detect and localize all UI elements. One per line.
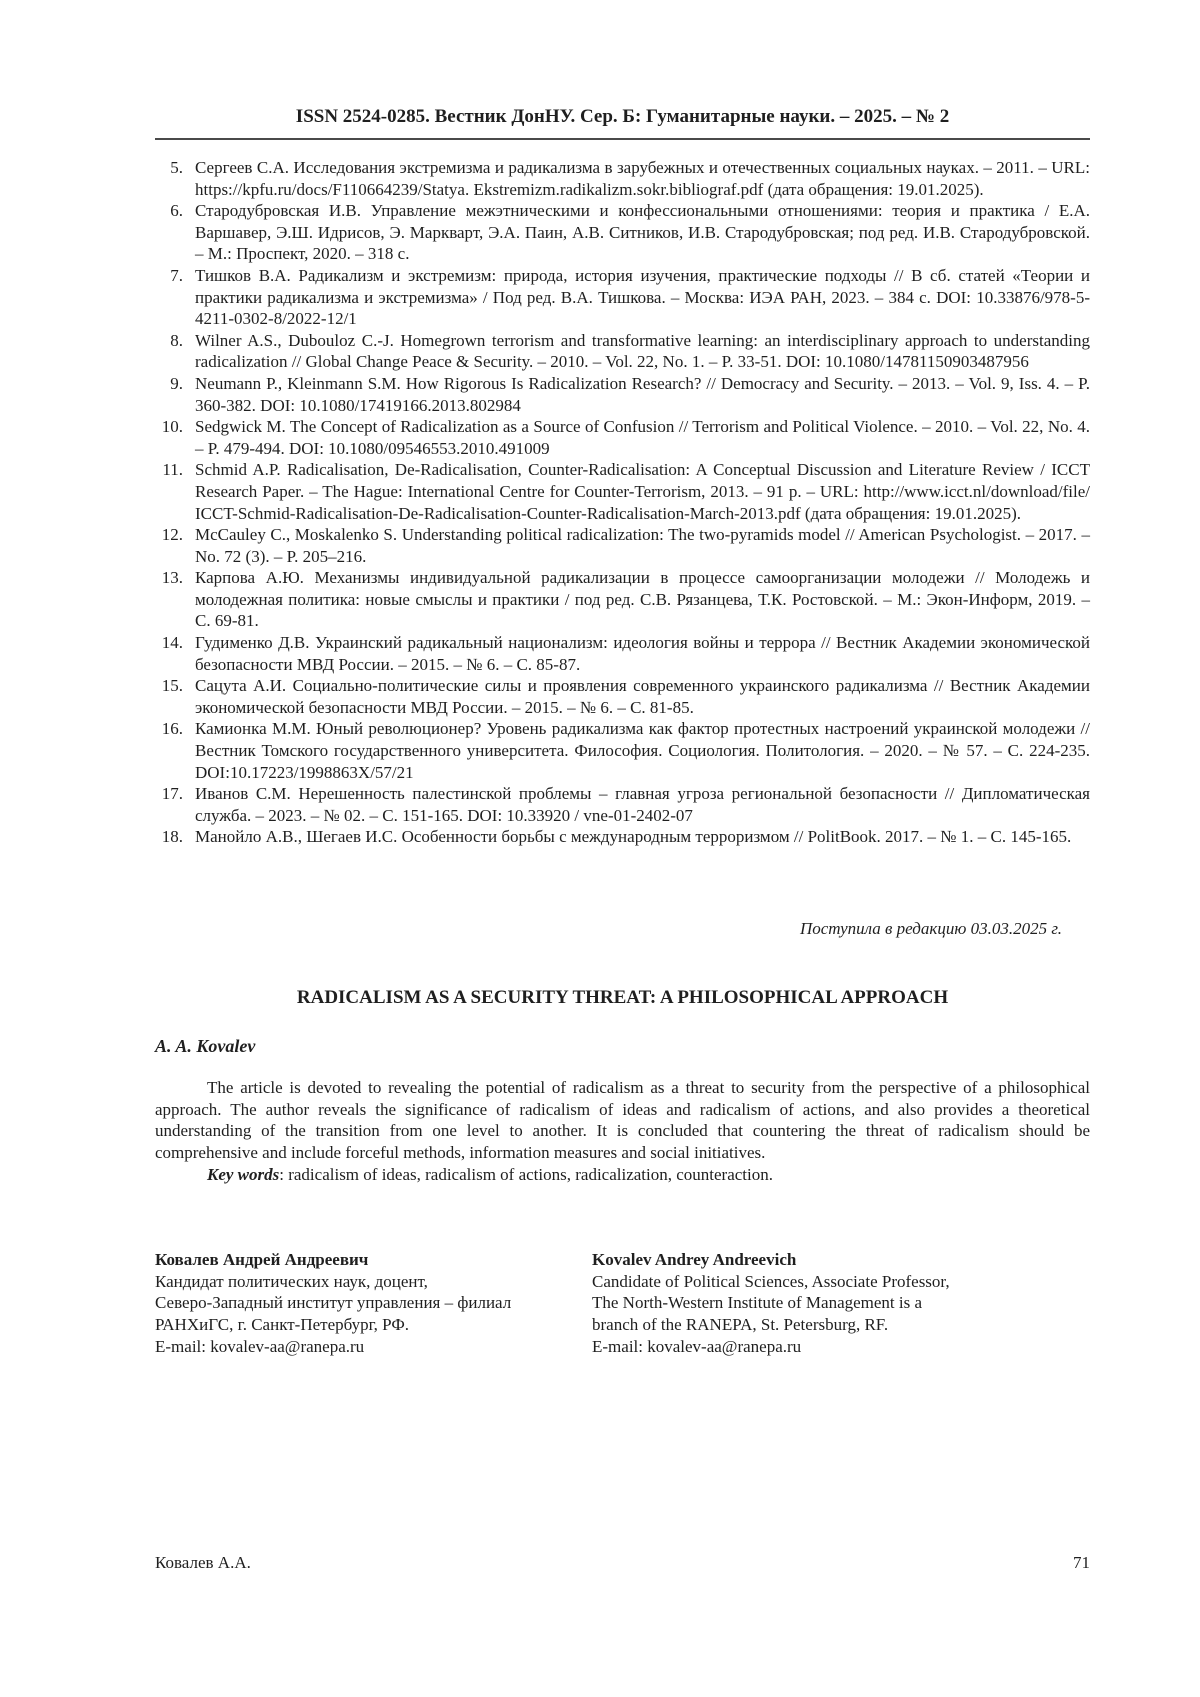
reference-text: Иванов С.М. Нерешенность палестинской проблемы – главная угроза региональной безопасности // Дипломатическая служба. – 2023. – № 02. – С. 151-165. DOI: 10.33920 / vne-01-2402-07 [195,784,1090,825]
reference-number: 9. [170,373,183,393]
reference-text: Сергеев С.А. Исследования экстремизма и радикализма в зарубежных и отечественных социальных науках. – 2011. – URL: https://kpfu.ru/docs/F110664239/Statya. Ekstremizm.radikalizm.sokr.bibliograf.pdf (дата обращения: 19.01.2025). [195,158,1090,199]
author-name-ru: Ковалев Андрей Андреевич [155,1250,369,1270]
article-keywords [155,1164,1090,1186]
reference-text: Манойло А.В., Шегаев И.С. Особенности борьбы с международным терроризмом // PolitBook. 2017. – № 1. – С. 145-165. [195,827,1072,847]
reference-number: 7. [170,265,183,285]
reference-text: Стародубровская И.В. Управление межэтническими и конфессиональными отношениями: теория и практика / Е.А. Варшавер, Э.Ш. Идрисов, Э. Маркварт, Э.А. Паин, А.В. Ситников, И.В. Стародубровская; под ред. И.В. Стародубровской. – М.: Проспект, 2020. – 318 с. [195,201,1090,264]
reference-number: 5. [170,158,183,177]
page-number: 71 [1073,1553,1090,1572]
reference-item [155,524,1090,567]
reference-number: 8. [170,330,183,350]
article-author-en: A. A. Kovalev [155,1035,256,1056]
keywords-label: Key words [207,1164,280,1184]
author-degree-en: Candidate of Political Sciences, Associate Professor, [592,1271,950,1291]
reference-item [155,200,1090,265]
reference-number: 17. [161,784,183,804]
reference-item [155,330,1090,373]
reference-text: Neumann P., Kleinmann S.M. How Rigorous Is Radicalization Research? // Democracy and Security. – 2013. – Vol. 9, Iss. 4. – P. 360-382. DOI: 10.1080/17419166.2013.802984 [195,373,1090,415]
reference-item [155,567,1090,632]
reference-number: 14. [161,633,183,653]
reference-number: 12. [161,525,183,545]
reference-item [155,718,1090,783]
reference-text: Schmid A.P. Radicalisation, De-Radicalisation, Counter-Radicalisation: A Conceptual Discussion and Literature Review / ICCT Research Paper. – The Hague: International Centre for Counter-Terrorism, 2013. – 91 p. – URL: http://www.icct.nl/download/file/ ICCT-Schmid-Radicalisation-De-Radicalisation-Counter-Radicalisation-March-2013.pdf (дата обращения: 19.01.2025). [195,460,1090,523]
reference-text: Гудименко Д.В. Украинский радикальный национализм: идеология войны и террора // Вестник Академии экономической безопасности МВД России. – 2015. – № 6. – С. 85-87. [195,633,1090,674]
author-affiliation-en-line1: The North-Western Institute of Management is a [592,1293,923,1313]
author-affiliation-ru-line1: Северо-Западный институт управления – филиал [155,1293,512,1313]
reference-text: Тишков В.А. Радикализм и экстремизм: природа, история изучения, практические подходы // В сб. статей «Теории и практики радикализма и экстремизма» / Под ред. В.А. Тишкова. – Москва: ИЭА РАН, 2023. – 384 с. DOI: 10.33876/978-5-4211-0302-8/2022-12/1 [195,265,1090,329]
page-footer [155,1552,1090,1574]
author-degree-ru: Кандидат политических наук, доцент, [155,1271,428,1291]
reference-item [155,373,1090,416]
author-affiliation-ru-line2: РАНХиГС, г. Санкт-Петербург, РФ. [155,1314,410,1334]
reference-item [155,632,1090,675]
reference-item [155,675,1090,718]
reference-text: Камионка М.М. Юный революционер? Уровень радикализма как фактор протестных настроений украинской молодежи // Вестник Томского государственного университета. Философия. Социология. Политология. – 2020. – № 57. – С. 224-235. DOI:10.17223/1998863X/57/21 [195,719,1090,782]
author-info-section [155,1249,1090,1357]
author-email-ru: E-mail: kovalev-aa@ranepa.ru [155,1336,365,1356]
reference-number: 16. [161,719,183,739]
reference-number: 10. [161,417,183,437]
author-name-en: Kovalev Andrey Andreevich [592,1250,797,1270]
reference-number: 18. [161,827,183,847]
reference-text: Wilner A.S., Dubouloz C.-J. Homegrown terrorism and transformative learning: an interdisciplinary approach to understanding radicalization // Global Change Peace & Security. – 2010. – Vol. 22, No. 1. – P. 33-51. DOI: 10.1080/14781150903487956 [195,330,1090,372]
article-title-en: RADICALISM AS A SECURITY THREAT: A PHILOSOPHICAL APPROACH [296,986,949,1008]
author-email-en: E-mail: kovalev-aa@ranepa.ru [592,1336,802,1356]
reference-text: Карпова А.Ю. Механизмы индивидуальной радикализации в процессе самоорганизации молодежи // Молодежь и молодежная политика: новые смыслы и практики / под ред. С.В. Рязанцева, Т.К. Ростовской. – М.: Экон-Информ, 2019. – С. 69-81. [195,568,1090,631]
reference-text: Sedgwick M. The Concept of Radicalization as a Source of Confusion // Terrorism and Political Violence. – 2010. – Vol. 22, No. 4. – P. 479-494. DOI: 10.1080/09546553.2010.491009 [195,417,1090,458]
reference-item [155,265,1090,330]
author-affiliation-en-line2: branch of the RANEPA, St. Petersburg, RF. [592,1314,889,1334]
keywords-text: : radicalism of ideas, radicalism of actions, radicalization, counteraction. [279,1164,774,1184]
reference-number: 11. [162,460,183,480]
reference-item [155,157,1090,200]
reference-item [155,826,1090,848]
journal-running-header: ISSN 2524-0285. Вестник ДонНУ. Сер. Б: Гуманитарные науки. – 2025. – № 2 [155,105,1090,140]
reference-item [155,459,1090,524]
received-date-note: Поступила в редакцию 03.03.2025 г. [799,919,1062,938]
author-info-ru [155,1249,592,1357]
reference-item [155,416,1090,459]
article-abstract: The article is devoted to revealing the potential of radicalism as a threat to security from the perspective of a philosophical approach. The author reveals the significance of radicalism of ideas and radicalism of actions, and also provides a theoretical understanding of the transition from one level to another. It is concluded that countering the threat of radicalism should be comprehensive and include forceful methods, information measures and social initiatives. [155,1078,1090,1162]
footer-author-name: Ковалев А.А. [155,1553,251,1572]
reference-text: McCauley C., Moskalenko S. Understanding political radicalization: The two-pyramids model // American Psychologist. – 2017. – No. 72 (3). – P. 205–216. [195,525,1090,566]
reference-number: 13. [161,568,183,588]
author-info-en [592,1249,1090,1357]
reference-number: 15. [161,676,183,696]
reference-text: Сацута А.И. Социально-политические силы и проявления современного украинского радикализма // Вестник Академии экономической безопасности МВД России. – 2015. – № 6. – С. 81-85. [195,676,1090,717]
reference-number: 6. [170,201,183,221]
page-content [155,105,1090,1357]
references-list [155,157,1090,848]
reference-item [155,783,1090,826]
